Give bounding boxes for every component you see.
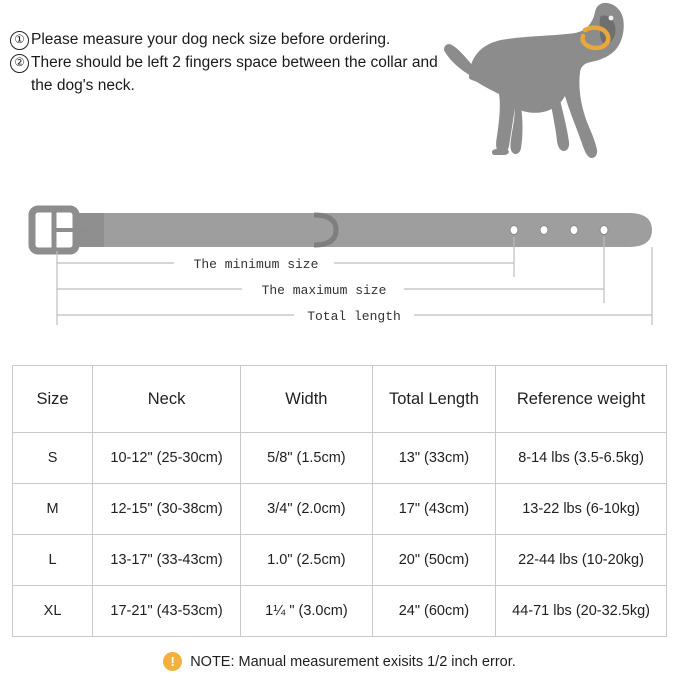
table-row	[13, 535, 667, 586]
size-table	[12, 365, 667, 637]
cell-width: 3/4" (2.0cm)	[241, 484, 373, 535]
cell-width: 1.0" (2.5cm)	[241, 535, 373, 586]
table-header-total-length: Total Length	[372, 366, 495, 433]
cell-weight: 22-44 lbs (10-20kg)	[496, 535, 667, 586]
cell-size: S	[13, 433, 93, 484]
cell-neck: 12-15" (30-38cm)	[93, 484, 241, 535]
cell-weight: 44-71 lbs (20-32.5kg)	[496, 586, 667, 637]
instructions-block	[10, 28, 450, 97]
cell-length: 24" (60cm)	[372, 586, 495, 637]
table-row	[13, 586, 667, 637]
table-row	[13, 433, 667, 484]
cell-size: XL	[13, 586, 93, 637]
collar-hole	[510, 226, 518, 235]
instruction-item	[10, 51, 450, 97]
dog-illustration	[435, 0, 667, 175]
instruction-text: There should be left 2 fingers space between the collar and the dog's neck.	[31, 54, 438, 94]
instruction-text: Please measure your dog neck size before ordering.	[31, 31, 391, 48]
cell-length: 17" (43cm)	[372, 484, 495, 535]
exclamation-icon: !	[163, 652, 182, 671]
circled-number-icon: ②	[10, 54, 29, 73]
table-header-width: Width	[241, 366, 373, 433]
instruction-item	[10, 28, 450, 51]
cell-width: 1¼ " (3.0cm)	[241, 586, 373, 637]
cell-width: 5/8" (1.5cm)	[241, 433, 373, 484]
table-header-neck: Neck	[93, 366, 241, 433]
cell-length: 13" (33cm)	[372, 433, 495, 484]
label-minimum-size: The minimum size	[193, 257, 319, 272]
label-total-length: Total length	[307, 309, 401, 324]
note-text: NOTE: Manual measurement exisits 1/2 inch error.	[190, 653, 516, 670]
collar-hole	[600, 226, 608, 235]
table-row	[13, 484, 667, 535]
table-header-reference-weight: Reference weight	[496, 366, 667, 433]
collar-hole	[540, 226, 548, 235]
collar-diagram	[14, 185, 664, 335]
collar-hole	[570, 226, 578, 235]
cell-weight: 13-22 lbs (6-10kg)	[496, 484, 667, 535]
table-header-row	[13, 366, 667, 433]
cell-length: 20" (50cm)	[372, 535, 495, 586]
cell-neck: 10-12" (25-30cm)	[93, 433, 241, 484]
cell-size: L	[13, 535, 93, 586]
circled-number-icon: ①	[10, 31, 29, 50]
cell-weight: 8-14 lbs (3.5-6.5kg)	[496, 433, 667, 484]
cell-size: M	[13, 484, 93, 535]
label-maximum-size: The maximum size	[261, 283, 387, 298]
cell-neck: 13-17" (33-43cm)	[93, 535, 241, 586]
table-header-size: Size	[13, 366, 93, 433]
note-row	[0, 652, 679, 671]
cell-neck: 17-21" (43-53cm)	[93, 586, 241, 637]
dog-eye	[609, 16, 614, 21]
collar-strap	[74, 213, 652, 247]
